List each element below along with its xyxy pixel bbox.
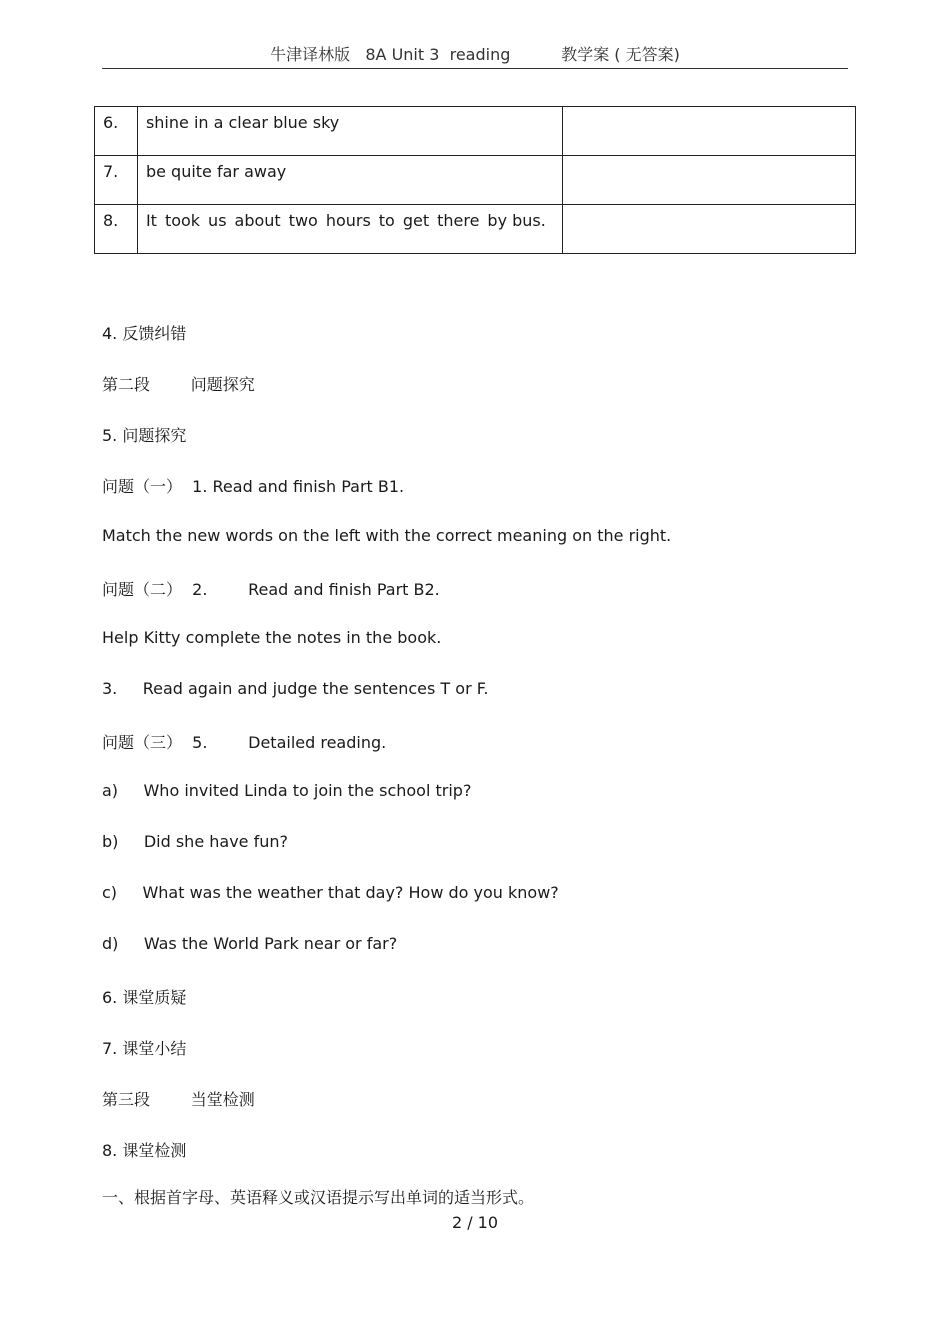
vocabulary-table (94, 106, 856, 254)
section-feedback: 4. 反馈纠错 (102, 324, 187, 343)
table-row (95, 205, 856, 254)
part-three-heading: 第三段 当堂检测 (102, 1090, 255, 1109)
answer-cell (562, 205, 855, 254)
justified-sentence (146, 211, 546, 230)
instruction-notes: Help Kitty complete the notes in the book. (102, 628, 442, 647)
row-number: 8. (95, 205, 138, 254)
question-three: 问题（三） 5. Detailed reading. (102, 733, 387, 752)
word: us (208, 211, 227, 230)
word: took (164, 211, 201, 230)
word: hours (325, 211, 371, 230)
question-a: a) Who invited Linda to join the school trip? (102, 781, 472, 800)
word: to (378, 211, 395, 230)
word: about (234, 211, 281, 230)
question-one: 问题（一） 1. Read and finish Part B1. (102, 477, 405, 496)
question-b: b) Did she have fun? (102, 832, 288, 851)
table-row (95, 107, 856, 156)
part-two-heading: 第二段 问题探究 (102, 375, 255, 394)
table-row (95, 156, 856, 205)
page-number: 2 / 10 (451, 1213, 499, 1232)
word: It (145, 211, 157, 230)
word: there (437, 211, 480, 230)
word: by bus. (487, 211, 546, 230)
word: get (402, 211, 430, 230)
answer-cell (562, 107, 855, 156)
row-phrase: shine in a clear blue sky (137, 107, 562, 156)
question-d: d) Was the World Park near or far? (102, 934, 398, 953)
row-phrase: be quite far away (137, 156, 562, 205)
section-inquiry: 5. 问题探究 (102, 426, 187, 445)
header-title: 牛津译林版 8A Unit 3 reading 教学案 ( 无答案) (270, 45, 680, 64)
instruction-judge: 3. Read again and judge the sentences T or F. (102, 679, 489, 698)
section-questions: 6. 课堂质疑 (102, 988, 187, 1007)
row-phrase (137, 205, 562, 254)
row-number: 6. (95, 107, 138, 156)
word: two (288, 211, 318, 230)
page-header (102, 38, 848, 69)
question-two: 问题（二） 2. Read and finish Part B2. (102, 580, 440, 599)
row-number: 7. (95, 156, 138, 205)
answer-cell (562, 156, 855, 205)
instruction-match: Match the new words on the left with the correct meaning on the right. (102, 526, 672, 545)
section-summary: 7. 课堂小结 (102, 1039, 187, 1058)
question-c: c) What was the weather that day? How do you know? (102, 883, 559, 902)
section-test: 8. 课堂检测 (102, 1141, 187, 1160)
exercise-instruction: 一、根据首字母、英语释义或汉语提示写出单词的适当形式。 (102, 1188, 535, 1207)
